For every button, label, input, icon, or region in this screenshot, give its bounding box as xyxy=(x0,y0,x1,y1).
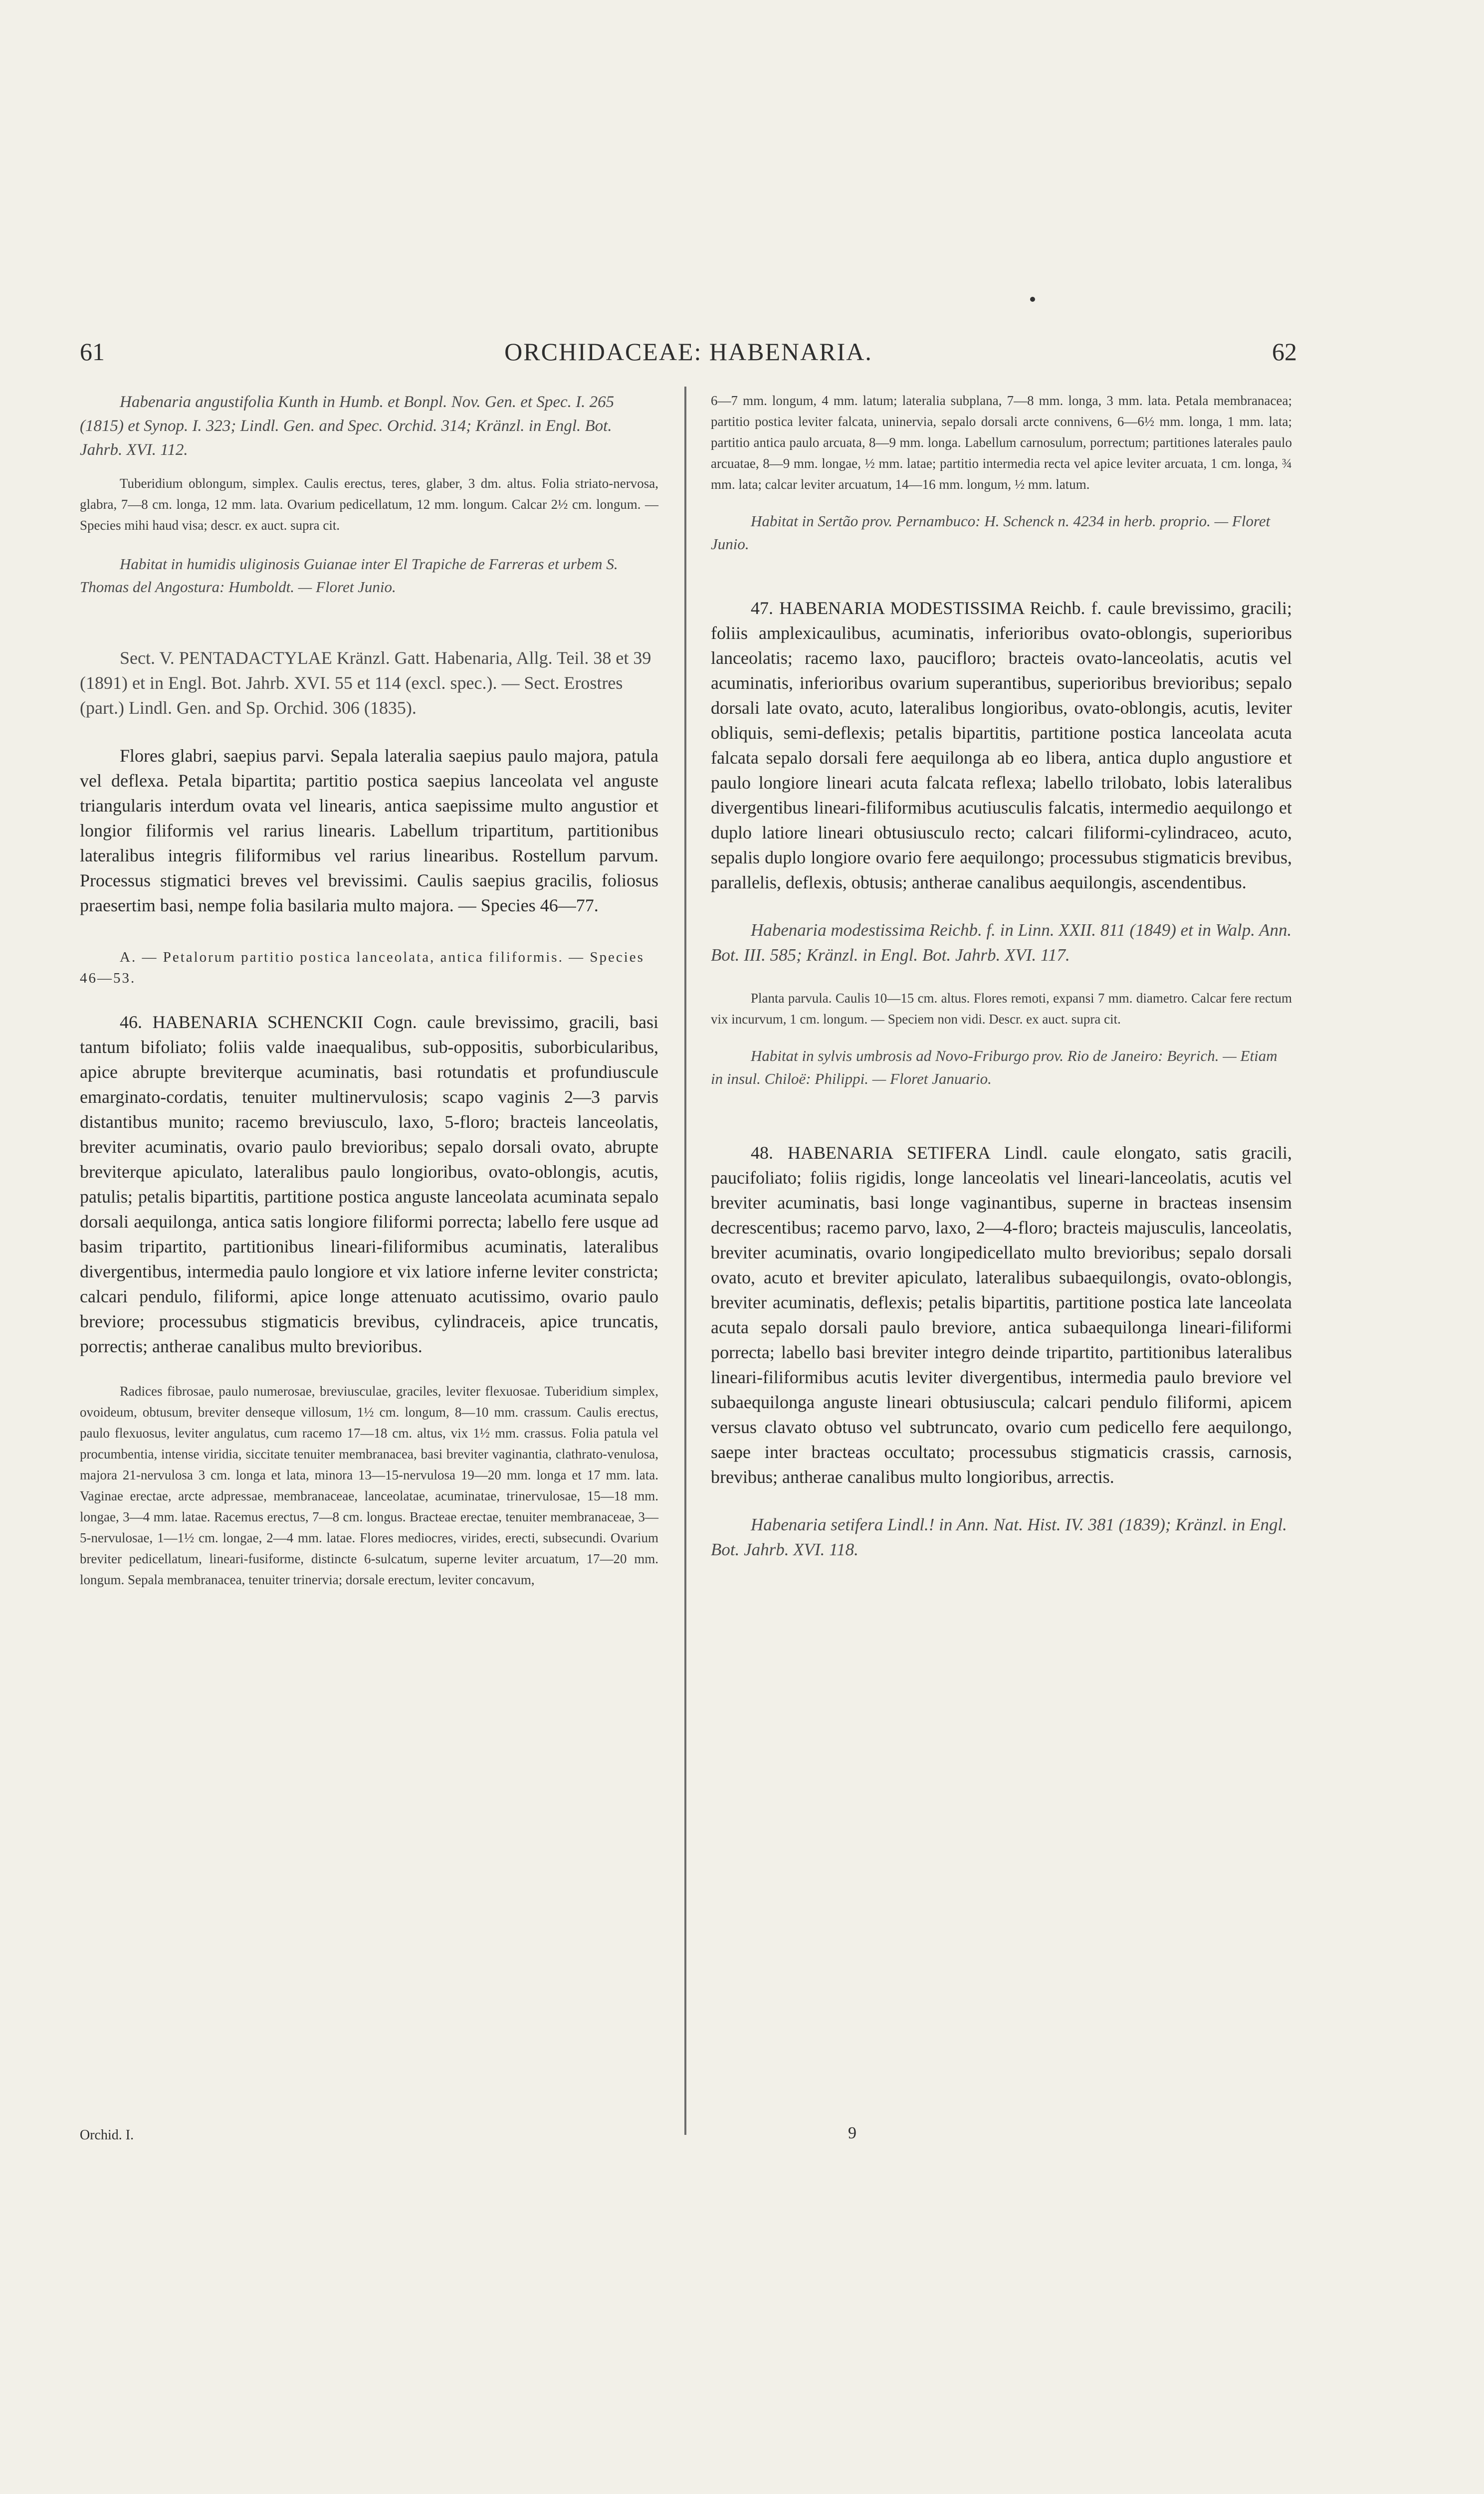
species-47-description: Planta parvula. Caulis 10—15 cm. altus. Flores remoti, expansi 7 mm. diametro. Calcar fere rectum vix incurvum, 1 cm. longum. — Speciem non vidi. Descr. ex auct. supra cit. xyxy=(711,991,1292,1027)
left-column xyxy=(80,390,658,1590)
habitat-angustifolia: Habitat in humidis uliginosis Guianae inter El Trapiche de Farreras et urbem S. Thomas del Angostura: Humboldt. — Floret Junio. xyxy=(80,555,618,596)
citation-species-47: Habenaria modestissima Reichb. f. in Linn. XXII. 811 (1849) et in Walp. Ann. Bot. III. 585; Kränzl. in Engl. Bot. Jahrb. XVI. 117. xyxy=(711,920,1292,965)
section-heading: Sect. V. PENTADACTYLAE Kränzl. Gatt. Habenaria, Allg. Teil. 38 et 39 (1891) et in Engl. Bot. Jahrb. XVI. 55 et 114 (excl. spec.). — Sect. Erostres (part.) Lindl. Gen. and Sp. Orchid. 306 (1835). xyxy=(80,648,651,718)
species-46-description: Radices fibrosae, paulo numerosae, breviusculae, graciles, leviter flexuosae. Tuberidium simplex, ovoideum, obtusum, breviter denseque villosum, 1½ cm. longum, 8—10 mm. crassum. Caulis erectus, paulo flexuosus, leviter angulatus, cum racemo 17—18 cm. altus, vix 1½ mm. crassus. Folia patula vel procumbentia, intense viridia, siccitate tenuiter membranacea, basi breviter vaginantia, clathrato-venulosa, majora 21-nervulosa 3 cm. longa et lata, minora 13—15-nervulosa 19—20 mm. longa et 17 mm. lata. Vaginae erectae, arcte adpressae, membranaceae, lanceolatae, acuminatae, trinervulosae, 15—18 mm. longae, 3—4 mm. latae. Racemus erectus, 7—8 cm. longus. Bracteae erectae, tenuiter membranaceae, 3—5-nervulosae, 1—1½ cm. longae, 2—4 mm. latae. Flores mediocres, virides, erecti, subsecundi. Ovarium breviter pedicellatum, lineari-fusiforme, distincte 6-sulcatum, superne leviter arcuatum, 17—20 mm. longum. Sepala membranacea, tenuiter trinervia; dorsale erectum, leviter concavum, xyxy=(80,1384,658,1587)
citation-species-48: Habenaria setifera Lindl.! in Ann. Nat. Hist. IV. 381 (1839); Kränzl. in Engl. Bot. Jahrb. XVI. 118. xyxy=(711,1515,1287,1559)
habitat-species-46: Habitat in Sertão prov. Pernambuco: H. Schenck n. 4234 in herb. proprio. — Floret Junio. xyxy=(711,512,1271,553)
column-divider xyxy=(684,387,686,2135)
species-46-diagnosis: 46. HABENARIA SCHENCKII Cogn. caule brevissimo, gracili, basi tantum bifoliato; foliis valde inaequalibus, sub-oppositis, suborbicularibus, apice abrupte breviterque acuminatis, basi rotundatis et profundiuscule emarginato-cordatis, tenuiter multinervulosis; scapo vaginis 2—3 parvis distantibus munito; racemo breviusculo, laxo, 5-floro; bracteis lanceolatis, breviter acuminatis, ovario paulo brevioribus; sepalo dorsali ovato, abrupte breviterque apiculato, lateralibus paulo longioribus, ovato-oblongis, acutis, patulis; petalis bipartitis, partitione postica anguste lanceolata acuminata sepalo dorsali aequilonga, antica satis longiore filiformi porrecta; labello fere usque ad basim tripartito, partitionibus lineari-filiformibus acuminatis, lateralibus divergentibus, intermedia paulo longiore et vix latiore inferne leviter constricta; calcari pendulo, filiformi, apice longe attenuato acutissimo, ovario paulo breviore; processubus stigmaticis brevibus, cylindraceis, apice truncatis, porrectis; antherae canalibus multo brevioribus. xyxy=(80,1012,658,1356)
habitat-species-47: Habitat in sylvis umbrosis ad Novo-Friburgo prov. Rio de Janeiro: Beyrich. — Etiam in insul. Chiloë: Philippi. — Floret Januario. xyxy=(711,1047,1277,1087)
footer-signature-left: Orchid. I. xyxy=(80,2127,134,2143)
signature-mark: 9 xyxy=(848,2124,856,2142)
species-48-diagnosis: 48. HABENARIA SETIFERA Lindl. caule elongato, satis gracili, paucifoliato; foliis rigidis, longe lanceolatis vel lineari-lanceolatis, acutis vel breviter acuminatis, basi longe vaginantibus, superne in bracteas insensim decrescentibus; racemo parvo, laxo, 2—4-floro; bracteis majusculis, lanceolatis, breviter acuminatis, ovario longipedicellato multo brevioribus; sepalo dorsali ovato, acuto et breviter apiculato, lateralibus subaequilongis, ovato-oblongis, breviter acuminatis, deflexis; petalis bipartitis, partitione postica late lanceolata acuta sepalo dorsali paulo breviore, antica subaequilonga lineari-filiformi porrecta; labello basi breviter integro deinde tripartito, partitionibus lateralibus lineari-filiformibus acutis leviter divergentibus, intermedia paulo breviore vel subaequilonga anguste lineari obtusiuscula; calcari pendulo filiformi, apicem versus clavato obtuso vel subtruncato, ovario cum pedicello fere aequilongo, saepe inter bracteas occultato; processubus stigmaticis crassis, carnosis, brevibus; antherae canalibus multo longioribus, arrectis. xyxy=(711,1143,1292,1487)
species-47-diagnosis: 47. HABENARIA MODESTISSIMA Reichb. f. caule brevissimo, gracili; foliis amplexicaulibus, acuminatis, inferioribus ovato-oblongis, superioribus lanceolatis; racemo laxo, paucifloro; bracteis ovato-lanceolatis, acutis vel acuminatis, inferioribus ovarium superantibus, superioribus brevioribus; sepalo dorsali late ovato, acuto, lateralibus longioribus, ovato-oblongis, acutis, leviter obliquis, semi-deflexis; petalis bipartitis, partitione postica lanceolata acuta falcata sepalo dorsali fere aequilonga ab eo libera, antica duplo angustiore et paulo longiore lineari acuta falcata reflexa; labello trilobato, lobis lateralibus divergentibus lineari-filiformibus acutiusculis falcatis, intermedio aequilongo et duplo latiore lineari obtusiusculo recto; calcari filiformi-cylindraceo, acuto, sepalis duplo longiore ovario fere aequilongo; processubus stigmaticis brevibus, parallelis, deflexis, obtusis; antherae canalibus aequilongis, ascendentibus. xyxy=(711,598,1292,892)
right-column xyxy=(711,390,1292,1562)
subsection-a: A. — Petalorum partitio postica lanceolata, antica filiformis. — Species 46—53. xyxy=(80,949,644,986)
running-title: ORCHIDACEAE: HABENARIA. xyxy=(504,338,872,366)
citation-angustifolia: Habenaria angustifolia Kunth in Humb. et Bonpl. Nov. Gen. et Spec. I. 265 (1815) et Synop. I. 323; Lindl. Gen. and Spec. Orchid. 314; Kränzl. in Engl. Bot. Jahrb. XVI. 112. xyxy=(80,393,615,459)
section-description: Flores glabri, saepius parvi. Sepala lateralia saepius paulo majora, patula vel deflexa. Petala bipartita; partitio postica saepius lanceolata vel anguste triangularis interdum ovata vel linearis, antica saepissime multo angustior et longior filiformis vel rarius linearis. Labellum tripartitum, partitionibus lateralibus integris filiformibus vel rarius linearibus. Rostellum parvum. Processus stigmatici breves vel brevissimi. Caulis saepius gracilis, foliosus praesertim basi, nempe folia basilaria multo majora. — Species 46—77. xyxy=(80,746,658,915)
description-angustifolia: Tuberidium oblongum, simplex. Caulis erectus, teres, glaber, 3 dm. altus. Folia striato-nervosa, glabra, 7—8 cm. longa, 12 mm. lata. Ovarium pedicellatum, 12 mm. longum. Calcar 2½ cm. longum. — Species mihi haud visa; descr. ex auct. supra cit. xyxy=(80,476,658,533)
ink-dot xyxy=(1030,297,1035,302)
page-number-right: 62 xyxy=(1272,338,1297,366)
species-46-description-continued: 6—7 mm. longum, 4 mm. latum; lateralia subplana, 7—8 mm. longa, 3 mm. lata. Petala membranacea; partitio postica leviter falcata, uninervia, sepalo dorsali arcte connivens, 6—6½ mm. longa, 1 mm. lata; partitio antica paulo arcuata, 8—9 mm. longa. Labellum carnosulum, porrectum; partitiones laterales paulo arcuatae, 8—9 mm. longae, ½ mm. latae; partitio intermedia recta vel apice leviter arcuata, 1 cm. longa, ¾ mm. lata; calcar leviter arcuatum, 14—16 mm. longum, ½ mm. latum. xyxy=(711,393,1292,492)
page-header xyxy=(80,337,1297,382)
page-number-left: 61 xyxy=(80,338,105,366)
